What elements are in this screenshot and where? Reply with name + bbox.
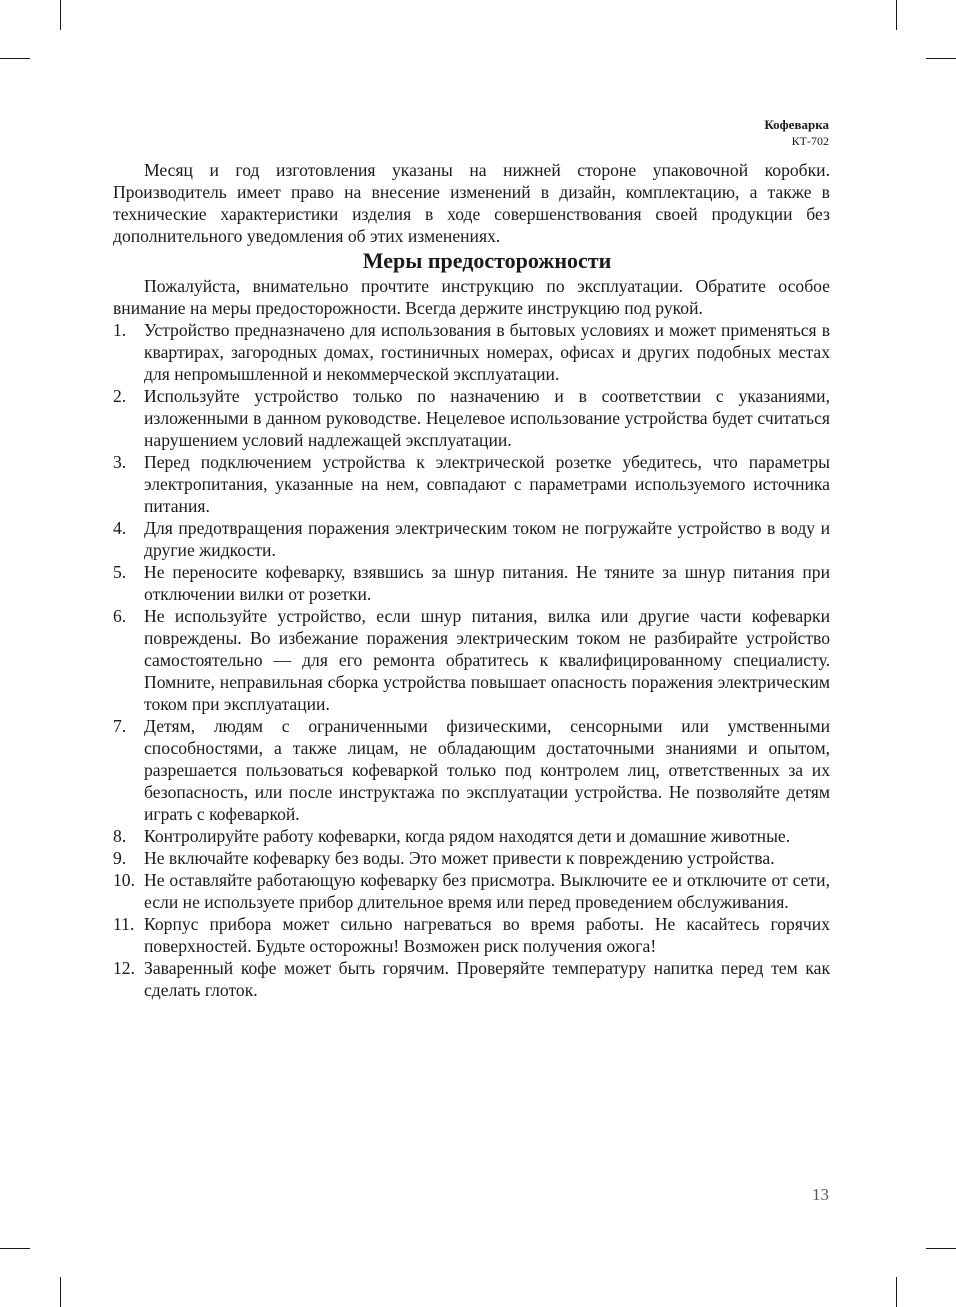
list-item	[113, 385, 830, 451]
item-text: Не включайте кофеварку без воды. Это может привести к повреждению устройства.	[144, 848, 775, 868]
list-item	[113, 319, 830, 385]
header-product: Кофеварка	[764, 117, 829, 132]
item-number: 3.	[113, 452, 127, 472]
item-text: Устройство предназначено для использования в бытовых условиях и может применяться в квартирах, загородных домах, гостиничных номерах, офисах и других подобных местах для непромышленной и некоммерческой эксплуатации.	[144, 320, 830, 384]
item-text: Для предотвращения поражения электрическим током не погружайте устройство в воду и другие жидкости.	[144, 518, 830, 560]
list-item	[113, 957, 830, 1001]
item-number: 4.	[113, 518, 127, 538]
list-item	[113, 825, 830, 847]
list-item	[113, 869, 830, 913]
item-text: Перед подключением устройства к электрической розетке убедитесь, что параметры электропитания, указанные на нем, совпадают с параметрами используемого источника питания.	[144, 452, 830, 516]
crop-mark-top-left	[60, 0, 61, 30]
item-number: 8.	[113, 826, 127, 846]
crop-mark-top-right	[926, 58, 956, 59]
item-number: 6.	[113, 606, 127, 626]
item-text: Используйте устройство только по назначению и в соответствии с указаниями, изложенными в данном руководстве. Нецелевое использование устройства будет считаться нарушением условий надлежащей эксплуатации.	[144, 386, 830, 450]
crop-mark-bottom-right	[926, 1248, 956, 1249]
item-number: 2.	[113, 386, 127, 406]
item-number: 9.	[113, 848, 127, 868]
list-item	[113, 847, 830, 869]
list-item	[113, 715, 830, 825]
page-content	[113, 159, 830, 1001]
item-text: Контролируйте работу кофеварки, когда рядом находятся дети и домашние животные.	[144, 826, 791, 846]
item-text: Не используйте устройство, если шнур питания, вилка или другие части кофеварки повреждены. Во избежание поражения электрическим током не разбирайте устройство самостоятельно — для его ремонта обратитесь к квалифицированному специалисту. Помните, неправильная сборка устройства повышает опасность поражения электрическим током при эксплуатации.	[144, 606, 830, 714]
list-item	[113, 605, 830, 715]
list-item	[113, 451, 830, 517]
list-item	[113, 517, 830, 561]
crop-mark-top-right	[896, 0, 897, 30]
crop-mark-bottom-right	[896, 1277, 897, 1307]
page-number: 13	[812, 1185, 829, 1204]
item-text: Детям, людям с ограниченными физическими, сенсорными или умственными способностями, а также лицам, не обладающим достаточными знаниями и опытом, разрешается пользоваться кофеваркой только под контролем лиц, ответственных за их безопасность, или после инструктажа по эксплуатации устройства. Не позволяйте детям играть с кофеваркой.	[144, 716, 830, 824]
item-number: 10.	[113, 870, 135, 890]
section-title: Меры предосторожности	[362, 248, 612, 273]
item-text: Заваренный кофе может быть горячим. Проверяйте температуру напитка перед тем как сделать глоток.	[144, 958, 830, 1000]
item-number: 12.	[113, 958, 135, 978]
running-header	[764, 117, 829, 149]
item-text: Корпус прибора может сильно нагреваться во время работы. Не касайтесь горячих поверхностей. Будьте осторожны! Возможен риск получения ожога!	[144, 914, 830, 956]
precautions-list	[113, 319, 830, 1001]
item-text: Не оставляйте работающую кофеварку без присмотра. Выключите ее и отключите от сети, если не используете прибор длительное время или перед проведением обслуживания.	[144, 870, 830, 912]
crop-mark-bottom-left	[60, 1277, 61, 1307]
lead-paragraph: Пожалуйста, внимательно прочтите инструкцию по эксплуатации. Обратите особое внимание на меры предосторожности. Всегда держите инструкцию под рукой.	[113, 276, 830, 318]
header-model: КТ-702	[791, 134, 829, 148]
item-number: 7.	[113, 716, 127, 736]
list-item	[113, 561, 830, 605]
item-text: Не переносите кофеварку, взявшись за шнур питания. Не тяните за шнур питания при отключении вилки от розетки.	[144, 562, 830, 604]
list-item	[113, 913, 830, 957]
crop-mark-bottom-left	[0, 1248, 30, 1249]
item-number: 1.	[113, 320, 127, 340]
intro-paragraph: Месяц и год изготовления указаны на нижней стороне упаковочной коробки. Производитель имеет право на внесение изменений в дизайн, комплектацию, а также в технические характеристики изделия в ходе совершенствования своей продукции без дополнительного уведомления об этих изменениях.	[113, 160, 830, 246]
item-number: 11.	[113, 914, 135, 934]
item-number: 5.	[113, 562, 127, 582]
crop-mark-top-left	[0, 58, 30, 59]
